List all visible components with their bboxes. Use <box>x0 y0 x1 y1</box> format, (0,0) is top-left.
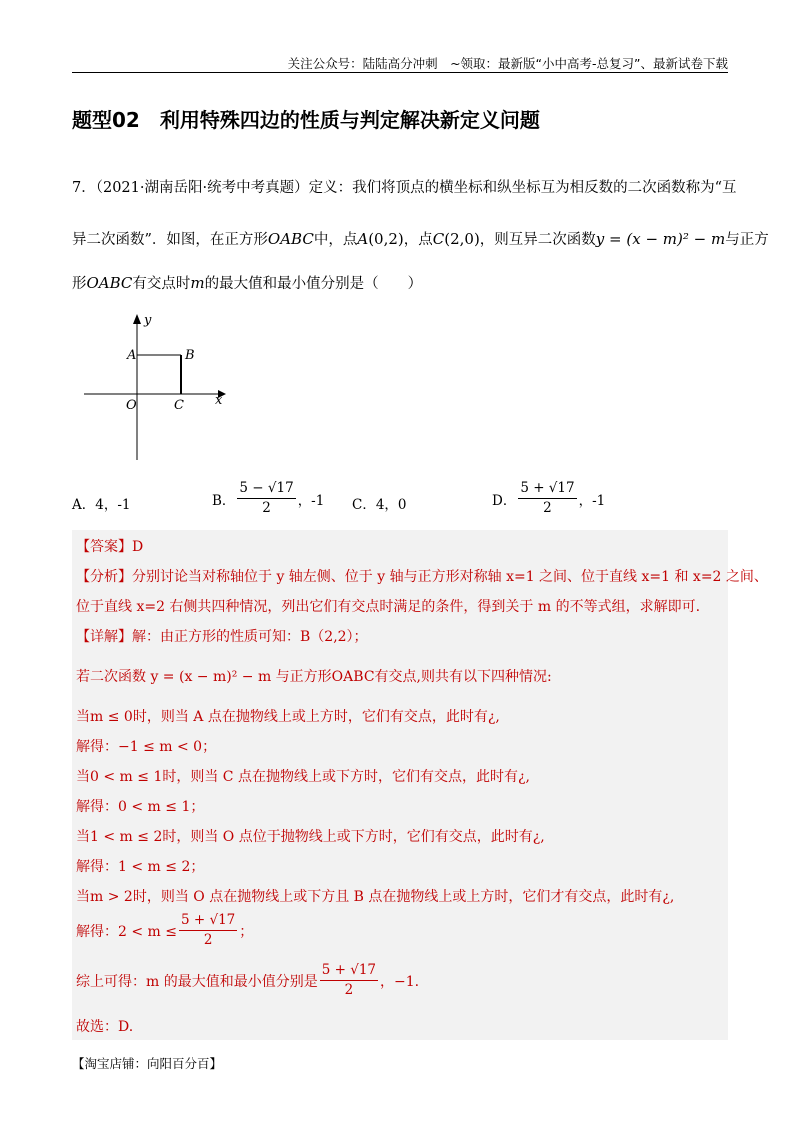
detail-line-1: 【详解】解：由正方形的性质可知：B（2,2）； <box>76 629 368 645</box>
detail-line-10-end: ； <box>239 923 254 940</box>
option-b-prefix: B． <box>212 492 236 509</box>
option-d-numerator: 5 + √17 <box>518 482 576 499</box>
option-b-numerator: 5 − √17 <box>237 482 295 499</box>
q2-text-c: ，点 <box>403 232 433 248</box>
q3-text-a: 形 <box>72 276 87 292</box>
option-d-denominator: 2 <box>543 499 552 516</box>
option-d-fraction <box>518 482 576 515</box>
detail-line-10-numerator: 5 + √17 <box>179 914 237 931</box>
question-line-1: 7．（2021·湖南岳阳·统考中考真题）定义：我们将顶点的横坐标和纵坐标互为相反数的二次函数称为“互 <box>72 180 737 196</box>
detail-line-5: 当0 < m ≤ 1时，则当 C 点在抛物线上或下方时，它们有交点，此时有¿, <box>76 769 530 785</box>
option-b-fraction <box>237 482 295 515</box>
option-a: A．4，-1 <box>72 497 131 513</box>
detail-line-10-denominator: 2 <box>203 931 213 948</box>
detail-line-9: 当m > 2时，则当 O 点在抛物线上或下方且 B 点在抛物线上或上方时，它们才有交点，此时有¿, <box>76 889 675 905</box>
option-b <box>212 482 324 515</box>
question-line-3 <box>72 272 422 293</box>
q2-text-e: 与正方 <box>725 232 769 248</box>
detail-line-6: 解得：0 < m ≤ 1； <box>76 799 205 815</box>
question-line-2 <box>72 228 769 249</box>
detail-line-11-end: ，−1. <box>380 973 420 990</box>
option-b-suffix: ，-1 <box>297 492 325 509</box>
detail-line-11-fraction <box>320 964 378 997</box>
q2-point-a: A <box>357 230 369 248</box>
footer-text: 【淘宝店铺：向阳百分百】 <box>72 1056 223 1071</box>
section-title: 题型02 利用特殊四边的性质与判定解决新定义问题 <box>72 108 540 132</box>
q2-text-a: 异二次函数”．如图，在正方形 <box>72 232 268 248</box>
detail-line-3: 当m ≤ 0时，则当 A 点在抛物线上或上方时，它们有交点，此时有¿, <box>76 709 500 725</box>
label-a: A <box>127 348 137 363</box>
q3-text-b: 有交点时 <box>132 276 191 292</box>
detail-line-7: 当1 < m ≤ 2时，则当 O 点位于抛物线上或下方时，它们有交点，此时有¿, <box>76 829 545 845</box>
detail-line-2: 若二次函数 y = (x − m)² − m 与正方形OABC有交点,则共有以下四种情况: <box>76 669 552 685</box>
analysis-line-2: 位于直线 x=2 右侧共四种情况，列出它们有交点时满足的条件，得到关于 m 的不等式组，求解即可. <box>76 599 701 615</box>
option-d-prefix: D． <box>492 492 517 509</box>
detail-line-10-fraction <box>179 914 237 947</box>
q2-text-d: ，则互异二次函数 <box>479 232 596 248</box>
q2-oabc: OABC <box>267 230 314 248</box>
answer-result: 【答案】D <box>76 539 144 555</box>
label-x: x <box>215 393 223 408</box>
option-d <box>492 482 605 515</box>
option-b-denominator: 2 <box>262 499 271 516</box>
label-o: O <box>126 398 137 413</box>
q3-text-c: 的最大值和最小值分别是（ ） <box>204 276 423 292</box>
final-choice: 故选：D. <box>76 1019 134 1035</box>
detail-line-11-text: 综上可得：m 的最大值和最小值分别是 <box>76 973 318 990</box>
q2-function: y = (x − m)² − m <box>595 230 726 248</box>
detail-line-11-numerator: 5 + √17 <box>320 964 378 981</box>
label-b: B <box>185 348 195 363</box>
q2-point-c-coord: (2,0) <box>444 230 480 248</box>
detail-line-10-text: 解得：2 < m ≤ <box>76 923 177 940</box>
detail-line-8: 解得：1 < m ≤ 2； <box>76 859 205 875</box>
answer-options <box>72 482 728 522</box>
detail-line-4: 解得：−1 ≤ m < 0； <box>76 739 217 755</box>
option-d-suffix: ，-1 <box>578 492 606 509</box>
label-y: y <box>144 313 152 328</box>
option-c: C．4，0 <box>352 497 407 513</box>
analysis-line-1: 【分析】分别讨论当对称轴位于 y 轴左侧、位于 y 轴与正方形对称轴 x=1 之间、位于直线 x=1 和 x=2 之间、 <box>76 569 768 585</box>
q2-point-c: C <box>432 230 445 248</box>
y-axis-arrow <box>133 314 141 324</box>
label-c: C <box>174 398 184 413</box>
detail-line-11-denominator: 2 <box>344 981 354 998</box>
header-text: 关注公众号：陆陆高分冲刺 ~领取：最新版“小中高考-总复习”、最新试卷下载 <box>287 56 728 71</box>
q2-point-a-coord: (0,2) <box>368 230 404 248</box>
q3-oabc: OABC <box>86 274 133 292</box>
header-rule <box>72 72 728 73</box>
detail-line-11 <box>76 964 419 997</box>
detail-line-10 <box>76 914 253 947</box>
q2-text-b: 中，点 <box>313 232 358 248</box>
coordinate-graph <box>84 310 234 460</box>
q3-m: m <box>190 274 205 292</box>
